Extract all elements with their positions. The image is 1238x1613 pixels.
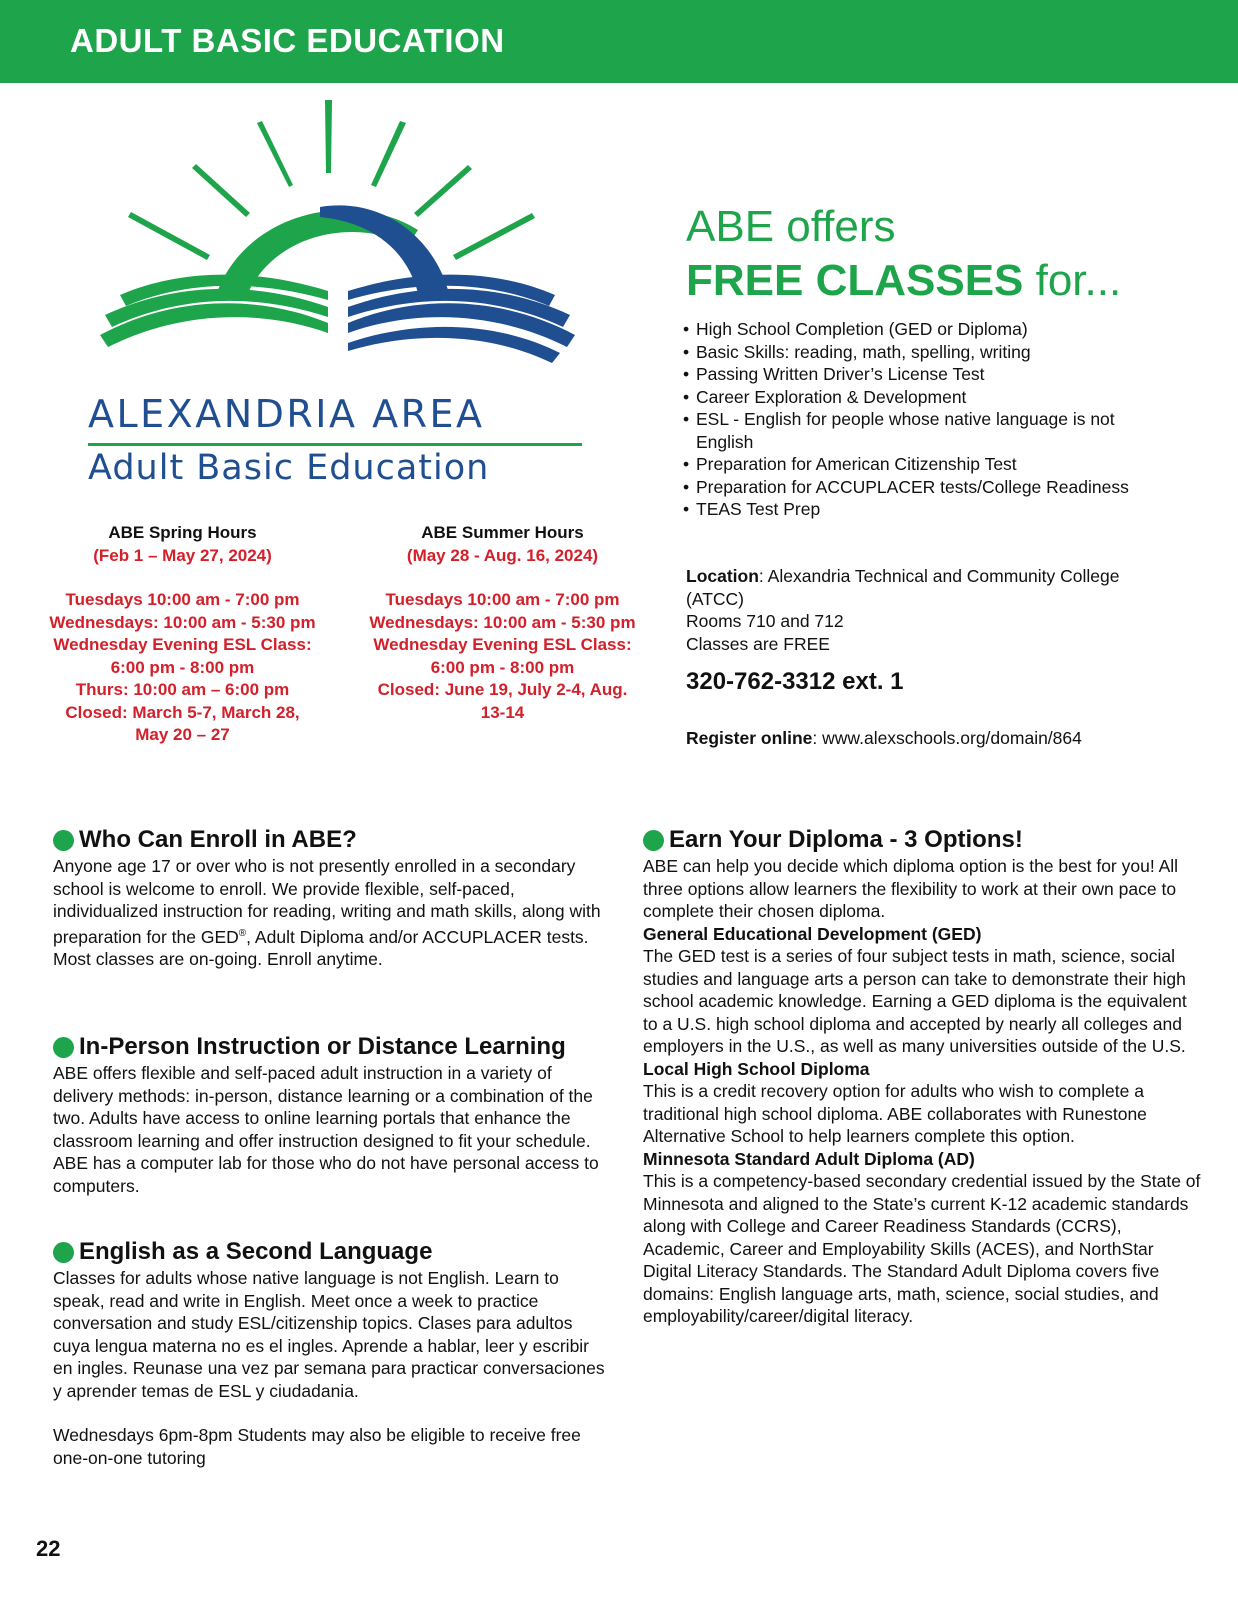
bullet-dot-icon	[53, 1242, 74, 1263]
phone-number[interactable]: 320-762-3312 ext. 1	[686, 668, 904, 695]
register-label: Register online	[686, 728, 813, 748]
bullet-dot-icon	[53, 830, 74, 851]
open-book-icon	[100, 275, 575, 363]
hours-line: 13-14	[480, 702, 525, 722]
section-body: ABE offers flexible and self-paced adult instruction in a variety of delivery methods: in-person, distance learning or a combination of the two. Adults have access to online learning portals that enhance the classroom learning and offer instruction designed to fit your schedule. ABE has a computer lab for those who do not have personal access to computers.	[53, 1063, 599, 1196]
ged-body: The GED test is a series of four subject tests in math, science, social studies and language arts a person can take to demonstrate their high school academic knowledge. Earning a GED diploma is the equivalent to a U.S. high school diploma and accepted by nearly all colleges and employers in the U.S., as well as many universities outside of the U.S.	[643, 946, 1187, 1056]
section-title: Earn Your Diploma - 3 Options!	[669, 826, 1023, 853]
hours-line: Tuesdays 10:00 am - 7:00 pm	[65, 590, 300, 609]
sun-ray	[257, 121, 293, 187]
page-number: 22	[36, 1536, 61, 1561]
offers-line1: ABE offers	[686, 202, 896, 251]
section-esl	[53, 1238, 608, 1469]
hours-line: Wednesdays: 10:00 am - 5:30 pm	[369, 612, 636, 632]
list-item: • Passing Written Driver’s License Test	[683, 363, 1153, 386]
logo-title: ALEXANDRIA AREA	[88, 392, 485, 436]
sun-ray	[371, 121, 406, 187]
section-note: Wednesdays 6pm-8pm Students may also be eligible to receive free one-on-one tutoring	[53, 1425, 581, 1468]
location-block	[686, 565, 1126, 655]
offers-bold: FREE CLASSES	[686, 256, 1024, 305]
section-title: English as a Second Language	[79, 1238, 433, 1265]
sun-ray	[192, 164, 250, 217]
section-heading	[53, 1238, 608, 1266]
bullet-dot-icon	[643, 830, 664, 851]
register-link[interactable]: : www.alexschools.org/domain/864	[812, 728, 1082, 748]
location-line	[686, 565, 1126, 610]
section-in-person	[53, 1033, 608, 1197]
sun-ray	[128, 212, 210, 260]
sun-rays-icon	[128, 100, 535, 260]
logo-subtitle: Adult Basic Education	[88, 448, 490, 488]
hours-line: Closed: March 5-7, March 28,	[65, 702, 300, 722]
local-body: This is a credit recovery option for adults who wish to complete a traditional high school diploma. ABE collaborates with Runestone Alternative School to help learners complete this option.	[643, 1081, 1147, 1146]
body-text: Anyone age 17 or over who is not presently enrolled in a secondary school is welcome to enroll. We provide flexible, self-paced, individualized instruction for reading, writing and math skills, along with preparation for the GED	[53, 856, 601, 947]
book-page-blue	[348, 327, 560, 363]
logo-divider	[88, 443, 582, 446]
section-body: ABE can help you decide which diploma option is the best for you! All three options allow learners the flexibility to work at their own pace to complete their chosen diploma.	[643, 856, 1179, 921]
offers-list	[683, 318, 1153, 521]
registered-mark: ®	[238, 927, 247, 939]
spring-hours	[45, 522, 320, 747]
local-title: Local High School Diploma	[643, 1058, 870, 1079]
location-free: Classes are FREE	[686, 633, 830, 654]
section-enroll	[53, 826, 608, 970]
hours-line: Wednesday Evening ESL Class:	[53, 635, 312, 654]
hours-line: Wednesday Evening ESL Class:	[373, 635, 632, 654]
hours-line: Wednesdays: 10:00 am - 5:30 pm	[49, 612, 316, 632]
section-body: Classes for adults whose native language is not English. Learn to speak, read and write in English. Meet once a week to practice conversation and study ESL/citizenship topics. Clases para adultos cuya lengua materna no es el ingles. Aprende a hablar, leer y escribir en ingles. Reunase una vez par semana para practicar conversaciones y aprender temas de ESL y ciudadania.	[53, 1268, 605, 1401]
hours-line: May 20 – 27	[135, 725, 230, 744]
location-label: Location	[686, 566, 759, 586]
sun-ray	[325, 100, 332, 173]
section-body	[53, 855, 608, 970]
header-bar	[0, 0, 1238, 83]
list-item: • Basic Skills: reading, math, spelling, writing	[683, 341, 1153, 364]
list-item: • Preparation for ACCUPLACER tests/College Readiness	[683, 476, 1153, 499]
offers-line2	[686, 254, 1206, 308]
page-title: ADULT BASIC EDUCATION	[70, 22, 505, 59]
section-heading	[53, 1033, 608, 1061]
section-title: In-Person Instruction or Distance Learning	[79, 1033, 566, 1060]
bullet-dot-icon	[53, 1037, 74, 1058]
summer-hours-dates: (May 28 - Aug. 16, 2024)	[406, 545, 599, 565]
list-item: • High School Completion (GED or Diploma)	[683, 318, 1153, 341]
ged-title: General Educational Development (GED)	[643, 923, 982, 944]
spring-hours-title: ABE Spring Hours	[108, 523, 257, 542]
hours-line: Tuesdays 10:00 am - 7:00 pm	[385, 590, 620, 609]
list-item: • ESL - English for people whose native language is not English	[683, 408, 1153, 453]
hours-line: 6:00 pm - 8:00 pm	[430, 657, 575, 677]
list-item: • TEAS Test Prep	[683, 498, 1153, 521]
offers-rest: for...	[1023, 256, 1122, 305]
spring-hours-dates: (Feb 1 – May 27, 2024)	[93, 545, 272, 565]
offers-heading	[686, 200, 1206, 308]
mn-title: Minnesota Standard Adult Diploma (AD)	[643, 1148, 975, 1169]
hours-line: Closed: June 19, July 2-4, Aug.	[377, 680, 628, 699]
section-heading	[643, 826, 1203, 854]
summer-hours	[365, 522, 640, 724]
section-title: Who Can Enroll in ABE?	[79, 826, 357, 853]
summer-hours-title: ABE Summer Hours	[421, 523, 584, 542]
mn-body: This is a competency-based secondary credential issued by the State of Minnesota and aligned to the State’s current K-12 academic standards along with College and Career Readiness Standards (CCRS), Academic, Career and Employability Skills (ACES), and NorthStar Digital Literacy Standards. The Standard Adult Diploma covers five domains: English language arts, math, science, social studies, and employability/career/digital literacy.	[643, 1171, 1201, 1326]
body-text: , Adult Diploma and/or ACCUPLACER tests. Most classes are on-going. Enroll anytime.	[53, 926, 589, 969]
list-item: • Preparation for American Citizenship Test	[683, 453, 1153, 476]
sun-ray	[453, 213, 535, 260]
sun-ray	[414, 165, 472, 217]
location-rooms: Rooms 710 and 712	[686, 611, 844, 631]
section-diploma	[643, 826, 1203, 1328]
register-line	[686, 728, 1082, 749]
list-item: • Career Exploration & Development	[683, 386, 1153, 409]
hours-line: 6:00 pm - 8:00 pm	[110, 657, 255, 677]
hours-line: Thurs: 10:00 am – 6:00 pm	[75, 680, 290, 699]
section-heading	[53, 826, 608, 854]
location-text: : Alexandria Technical and Community College (ATCC)	[686, 566, 1120, 609]
